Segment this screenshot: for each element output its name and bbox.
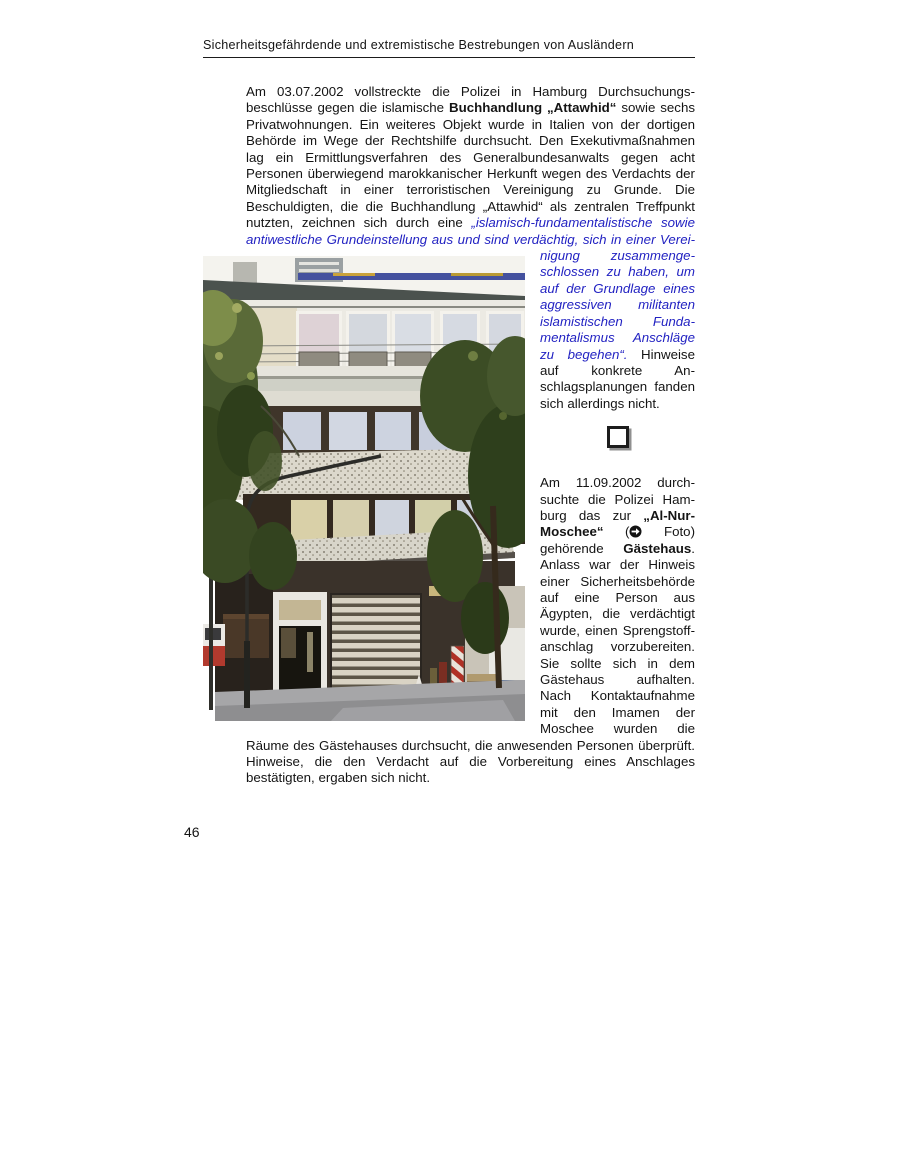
text-run: Hinweise auf konkrete Anschlagsplanungen fanden sich allerdings nicht. bbox=[540, 346, 695, 411]
text-run: Foto) gehörende bbox=[540, 524, 696, 556]
text-run: ( bbox=[603, 524, 630, 540]
quote-run: aus und sind verdächtig, sich in einer Vereinigung zusammengeschlossen zu haben, um auf der Grundlage eines aggressiven militanten islamistischen Fundamentalismus Anschläge zu begehen“. bbox=[431, 231, 696, 362]
text-run: . Anlass war der Hinweis einer Sicherheitsbehörde auf eine Person aus Ägypten, die verdächtigt wurde, einen Sprengstoffanschlag vorzubereiten. Sie sollte sich in dem Gästehaus aufhalten. Nach Kontaktaufnahme mit den Imamen der Moschee wurden die Räume des Gästehauses durchsucht, die anwesenden Personen überprüft. Hinweise, die den Verdacht auf die Vorbereitung eines Anschlages bestätigten, ergaben sich nicht. bbox=[246, 540, 695, 786]
mosque-name: „Al-Nur-Moschee“ bbox=[540, 507, 695, 540]
text-run: Am 03.07.2002 vollstreckte die Polizei in Hamburg Durchsuchungsbeschlüsse gegen die islamische bbox=[246, 84, 695, 116]
text-run: Am 11.09.2002 durchsuchte die Polizei Hamburg das zur bbox=[540, 475, 695, 523]
text-run: sowie sechs Privatwohnungen. Ein weiteres Objekt wurde in Italien von der dortigen Behörde im Wege der Rechtshilfe durchsucht. Den Exekutivmaßnahmen lag ein Ermittlungsverfahren des Generalbundesanwalts gegen acht Personen überwiegend marokkanischer Herkunft wegen des Verdachts der Mitgliedschaft in einer terroristischen Vereinigung zu Grunde. Die Beschuldigten, die die Buchhandlung „Attawhid“ als zentralen Treffpunkt nutzten, zeichnen sich durch eine bbox=[246, 100, 695, 231]
quote-run: „islamisch-fundamentalistische sowie antiwestliche Grundeinstellung bbox=[246, 215, 695, 247]
empty-square-icon bbox=[607, 426, 629, 448]
guesthouse-word: Gästehaus bbox=[623, 540, 692, 556]
paragraph-1 bbox=[246, 84, 695, 412]
main-text bbox=[203, 84, 695, 787]
building-photo bbox=[203, 256, 525, 721]
running-header bbox=[203, 38, 695, 58]
page-number: 46 bbox=[184, 824, 200, 840]
bookstore-name: Buchhandlung „Attawhid“ bbox=[449, 100, 617, 116]
running-header-title: Sicherheitsgefährdende und extremistische Bestrebungen von Ausländern bbox=[203, 38, 695, 58]
photo-reference-icon bbox=[629, 525, 642, 538]
